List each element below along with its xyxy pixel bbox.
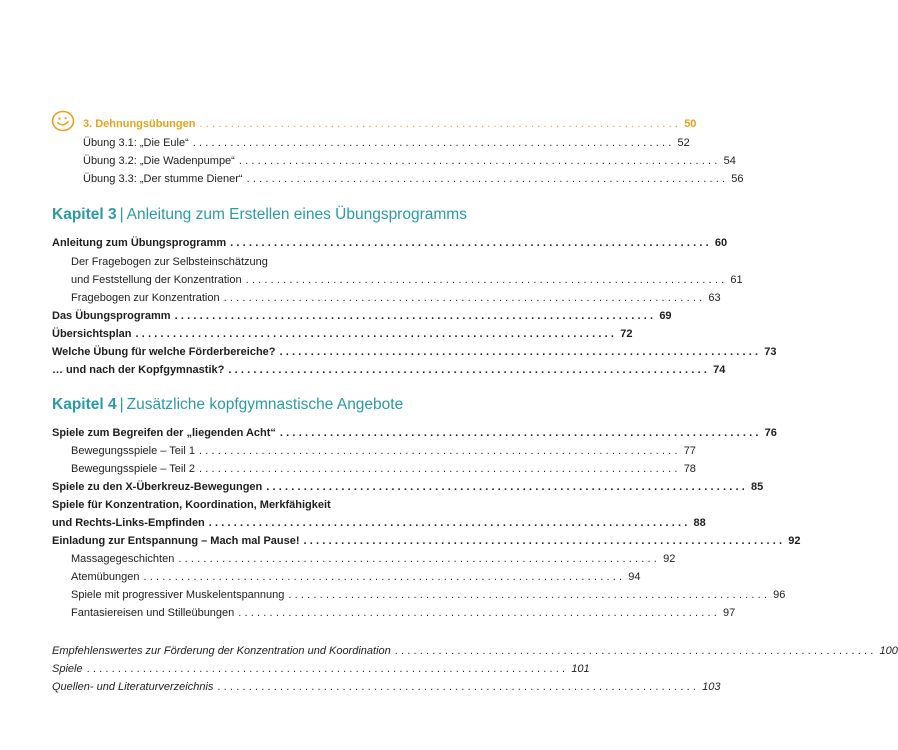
toc-page-number: 88 — [693, 517, 706, 529]
dot-leader: ............................................................................. — [174, 310, 657, 322]
toc-entry-uebung-3-1[interactable] — [83, 134, 690, 150]
dot-leader: ............................................................................. — [228, 364, 711, 376]
toc-entry-title: Fantasiereisen und Stilleübungen — [71, 607, 235, 619]
toc-entry-title: … und nach der Kopfgymnastik? — [52, 364, 225, 376]
dot-leader: ............................................................................. — [238, 155, 721, 167]
toc-entry[interactable] — [71, 586, 786, 602]
dot-leader: ............................................................................. — [178, 553, 661, 565]
toc-entry[interactable] — [52, 478, 764, 494]
toc-entry[interactable] — [71, 568, 641, 584]
toc-page-number: 60 — [714, 237, 728, 249]
dot-leader: ............................................................................. — [279, 346, 762, 358]
toc-page-number: 73 — [764, 346, 777, 358]
toc-entry-title: Quellen- und Literaturverzeichnis — [52, 681, 214, 693]
toc-entry-uebung-3-2[interactable] — [83, 152, 736, 168]
toc-page-number: 52 — [677, 137, 690, 149]
toc-entry[interactable] — [71, 271, 743, 287]
toc-entry[interactable] — [52, 514, 706, 530]
toc-entry[interactable] — [71, 442, 696, 458]
toc-page-number: 103 — [702, 681, 721, 693]
dot-leader: ............................................................................. — [199, 118, 682, 130]
toc-entry[interactable] — [52, 307, 672, 323]
dot-leader: ............................................................................. — [279, 427, 762, 439]
toc-page-number: 100 — [879, 645, 898, 657]
chapter-label: Kapitel 3 — [52, 206, 117, 223]
dot-leader: ............................................................................. — [192, 137, 675, 149]
toc-entry[interactable] — [52, 325, 633, 341]
dot-leader: ............................................................................. — [208, 517, 691, 529]
toc-entry-title: 3. Dehnungsübungen — [83, 118, 196, 130]
chapter-3-heading — [52, 206, 467, 224]
toc-page-number: 54 — [723, 155, 736, 167]
toc-entry-title: Spiele für Konzentration, Koordination, Merkfähigkeit — [52, 499, 331, 511]
dot-leader: ............................................................................. — [246, 173, 729, 185]
toc-page-number: 85 — [751, 481, 764, 493]
chapter-separator: | — [119, 396, 124, 413]
dot-leader: ............................................................................. — [198, 463, 681, 475]
dot-leader: ............................................................................. — [143, 571, 626, 583]
toc-entry[interactable] — [71, 460, 696, 476]
toc-entry-title: Übung 3.2: „Die Wadenpumpe“ — [83, 155, 235, 167]
dot-leader: ............................................................................. — [223, 292, 706, 304]
toc-entry-title: Übung 3.3: „Der stumme Diener“ — [83, 173, 243, 185]
toc-entry-title: Spiele zu den X-Überkreuz-Bewegungen — [52, 481, 263, 493]
dot-leader: ............................................................................. — [86, 663, 569, 675]
toc-page-number: 76 — [764, 427, 777, 439]
toc-page-number: 92 — [788, 535, 801, 547]
dot-leader: ............................................................................. — [217, 681, 700, 693]
toc-entry-title: Übersichtsplan — [52, 328, 132, 340]
toc-page-number: 94 — [628, 571, 641, 583]
toc-page-number: 78 — [683, 463, 696, 475]
toc-entry[interactable] — [52, 234, 728, 250]
toc-entry-title: Das Übungsprogramm — [52, 310, 171, 322]
dot-leader: ............................................................................. — [266, 481, 748, 493]
toc-entry[interactable] — [71, 289, 721, 305]
dot-leader: ............................................................................. — [394, 645, 877, 657]
dot-leader: ............................................................................. — [288, 589, 771, 601]
toc-entry-title: Massagegeschichten — [71, 553, 175, 565]
toc-entry-title: Atemübungen — [71, 571, 140, 583]
toc-entry-title: Empfehlenswertes zur Förderung der Konzentration und Koordination — [52, 645, 391, 657]
toc-page-number: 74 — [713, 364, 726, 376]
toc-entry-title: Spiele — [52, 663, 83, 675]
chapter-4-heading — [52, 396, 403, 414]
toc-entry-title: Übung 3.1: „Die Eule“ — [83, 137, 189, 149]
toc-page-number: 50 — [684, 118, 697, 130]
toc-entry[interactable] — [71, 604, 736, 620]
toc-page-number: 72 — [620, 328, 633, 340]
toc-entry-title: Einladung zur Entspannung – Mach mal Pause! — [52, 535, 300, 547]
toc-page-number: 61 — [730, 274, 743, 286]
toc-entry-title: Anleitung zum Übungsprogramm — [52, 237, 227, 249]
toc-page-number: 96 — [773, 589, 786, 601]
toc-page-number: 92 — [663, 553, 676, 565]
toc-entry-title: Bewegungsspiele – Teil 2 — [71, 463, 195, 475]
dot-leader: ............................................................................. — [135, 328, 618, 340]
dot-leader: ............................................................................. — [303, 535, 786, 547]
dot-leader: ............................................................................. — [230, 237, 712, 249]
toc-entry-title: Spiele mit progressiver Muskelentspannung — [71, 589, 285, 601]
toc-entry[interactable] — [71, 253, 436, 269]
toc-page-number: 97 — [723, 607, 736, 619]
toc-page-number: 56 — [731, 173, 744, 185]
toc-entry[interactable] — [71, 550, 676, 566]
chapter-title: Zusätzliche kopfgymnastische Angebote — [126, 396, 404, 413]
toc-entry-appendix[interactable] — [52, 642, 898, 658]
toc-entry-dehnungsuebungen[interactable] — [83, 115, 697, 131]
dot-leader: ............................................................................. — [245, 274, 728, 286]
toc-entry-uebung-3-3[interactable] — [83, 170, 744, 186]
toc-page-number: 77 — [683, 445, 696, 457]
toc-page-number: 101 — [571, 663, 590, 675]
toc-entry[interactable] — [52, 361, 726, 377]
toc-entry-title: Spiele zum Begreifen der „liegenden Acht“ — [52, 427, 276, 439]
toc-entry[interactable] — [52, 532, 801, 548]
toc-entry-title: und Rechts-Links-Empfinden — [52, 517, 205, 529]
chapter-label: Kapitel 4 — [52, 396, 117, 413]
toc-entry-title: und Feststellung der Konzentration — [71, 274, 242, 286]
toc-entry-title: Bewegungsspiele – Teil 1 — [71, 445, 195, 457]
toc-entry-title: Fragebogen zur Konzentration — [71, 292, 220, 304]
dot-leader: ............................................................................. — [198, 445, 681, 457]
chapter-separator: | — [119, 206, 124, 223]
toc-page-number: 63 — [708, 292, 721, 304]
chapter-title: Anleitung zum Erstellen eines Übungsprogramms — [126, 206, 467, 223]
toc-entry-title: Der Fragebogen zur Selbsteinschätzung — [71, 256, 268, 268]
toc-entry-appendix[interactable] — [52, 678, 721, 694]
smiley-icon — [51, 110, 75, 132]
toc-entry[interactable] — [52, 424, 777, 440]
toc-entry-appendix[interactable] — [52, 660, 590, 676]
toc-entry[interactable] — [52, 343, 777, 359]
toc-entry-title: Welche Übung für welche Förderbereiche? — [52, 346, 276, 358]
toc-page-number: 69 — [659, 310, 672, 322]
dot-leader: ............................................................................. — [238, 607, 721, 619]
toc-entry[interactable] — [52, 496, 436, 512]
